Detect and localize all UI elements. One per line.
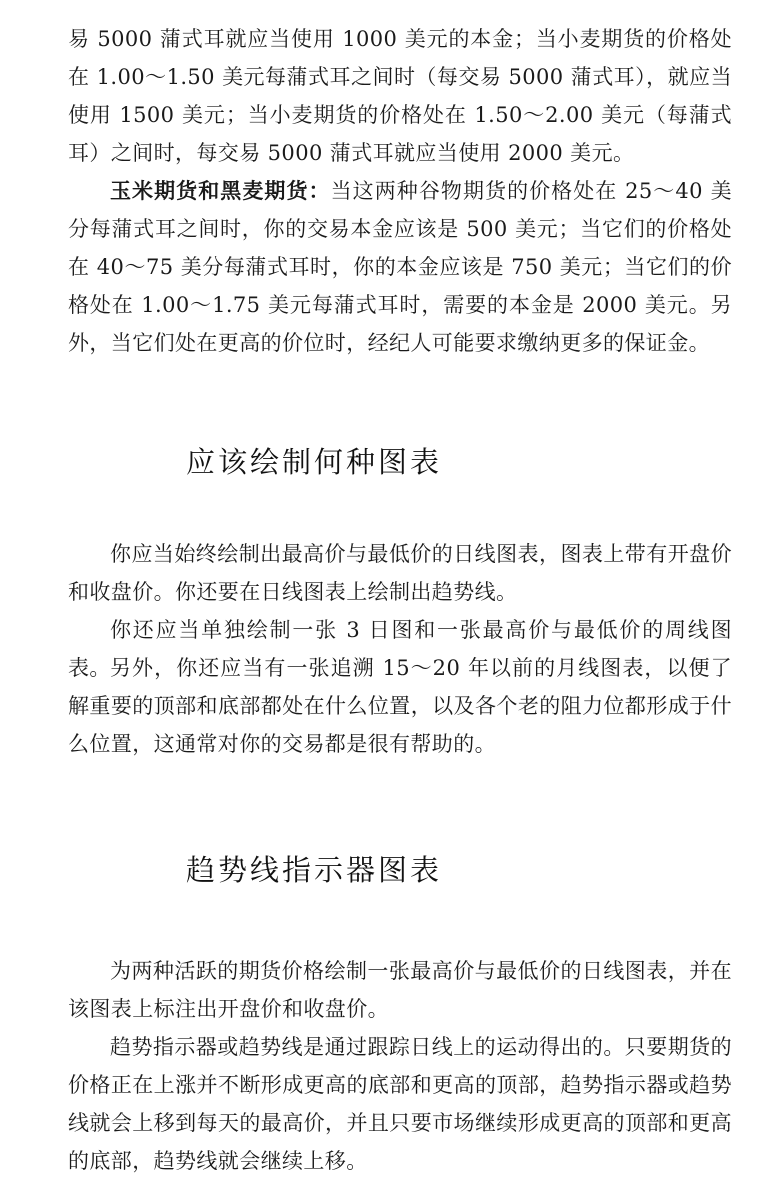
paragraph-corn-rye xyxy=(68,172,732,362)
paragraph-body-corn-rye: 当这两种谷物期货的价格处在 25～40 美分每蒲式耳之间时，你的交易本金应该是 500 美元；当它们的价格处在 40～75 美分每蒲式耳时，你的本金应该是 750 美元；当它们的价格处在 1.00～1.75 美元每蒲式耳时，需要的本金是 2000 美元。另外，当它们处在更高的价位时，经纪人可能要求缴纳更多的保证金。 xyxy=(68,179,732,355)
paragraph-two-futures: 为两种活跃的期货价格绘制一张最高价与最低价的日线图表，并在该图表上标注出开盘价和收盘价。 xyxy=(68,959,732,1021)
paragraph-lead-corn-rye: 玉米期货和黑麦期货： xyxy=(110,179,331,203)
paragraph-daily-chart: 你应当始终绘制出最高价与最低价的日线图表，图表上带有开盘价和收盘价。你还要在日线图表上绘制出趋势线。 xyxy=(68,542,732,604)
paragraph-weekly-chart: 你还应当单独绘制一张 3 日图和一张最高价与最低价的周线图表。 xyxy=(68,618,732,680)
section-heading-trend-indicator: 趋势线指示器图表 xyxy=(186,853,443,887)
paragraph-trend-line: 趋势指示器或趋势线是通过跟踪日线上的运动得出的。只要期货的价格正在上涨并不断形成更高的底部和更高的顶部，趋势指示器或趋势线就会上移到每天的最高价，并且只要市场继续形成更高的顶部和更高的底部，趋势线就会继续上移。 xyxy=(68,1035,732,1173)
section-heading-which-charts: 应该绘制何种图表 xyxy=(186,445,443,479)
paragraph-wheat-capital: 易 5000 蒲式耳就应当使用 1000 美元的本金；当小麦期货的价格处在 1.00～1.50 美元每蒲式耳之间时（每交易 5000 蒲式耳），就应当使用 1500 美元；当小麦期货的价格处在 1.50～2.00 美元（每蒲式耳）之间时，每交易 5000 蒲式耳就应当使用 2000 美元。 xyxy=(68,27,732,165)
paragraph-monthly-chart: 另外，你还应当有一张追溯 15～20 年以前的月线图表，以便了解重要的顶部和底部都处在什么位置，以及各个老的阻力位都形成于什么位置，这通常对你的交易都是很有帮助的。 xyxy=(68,656,732,756)
